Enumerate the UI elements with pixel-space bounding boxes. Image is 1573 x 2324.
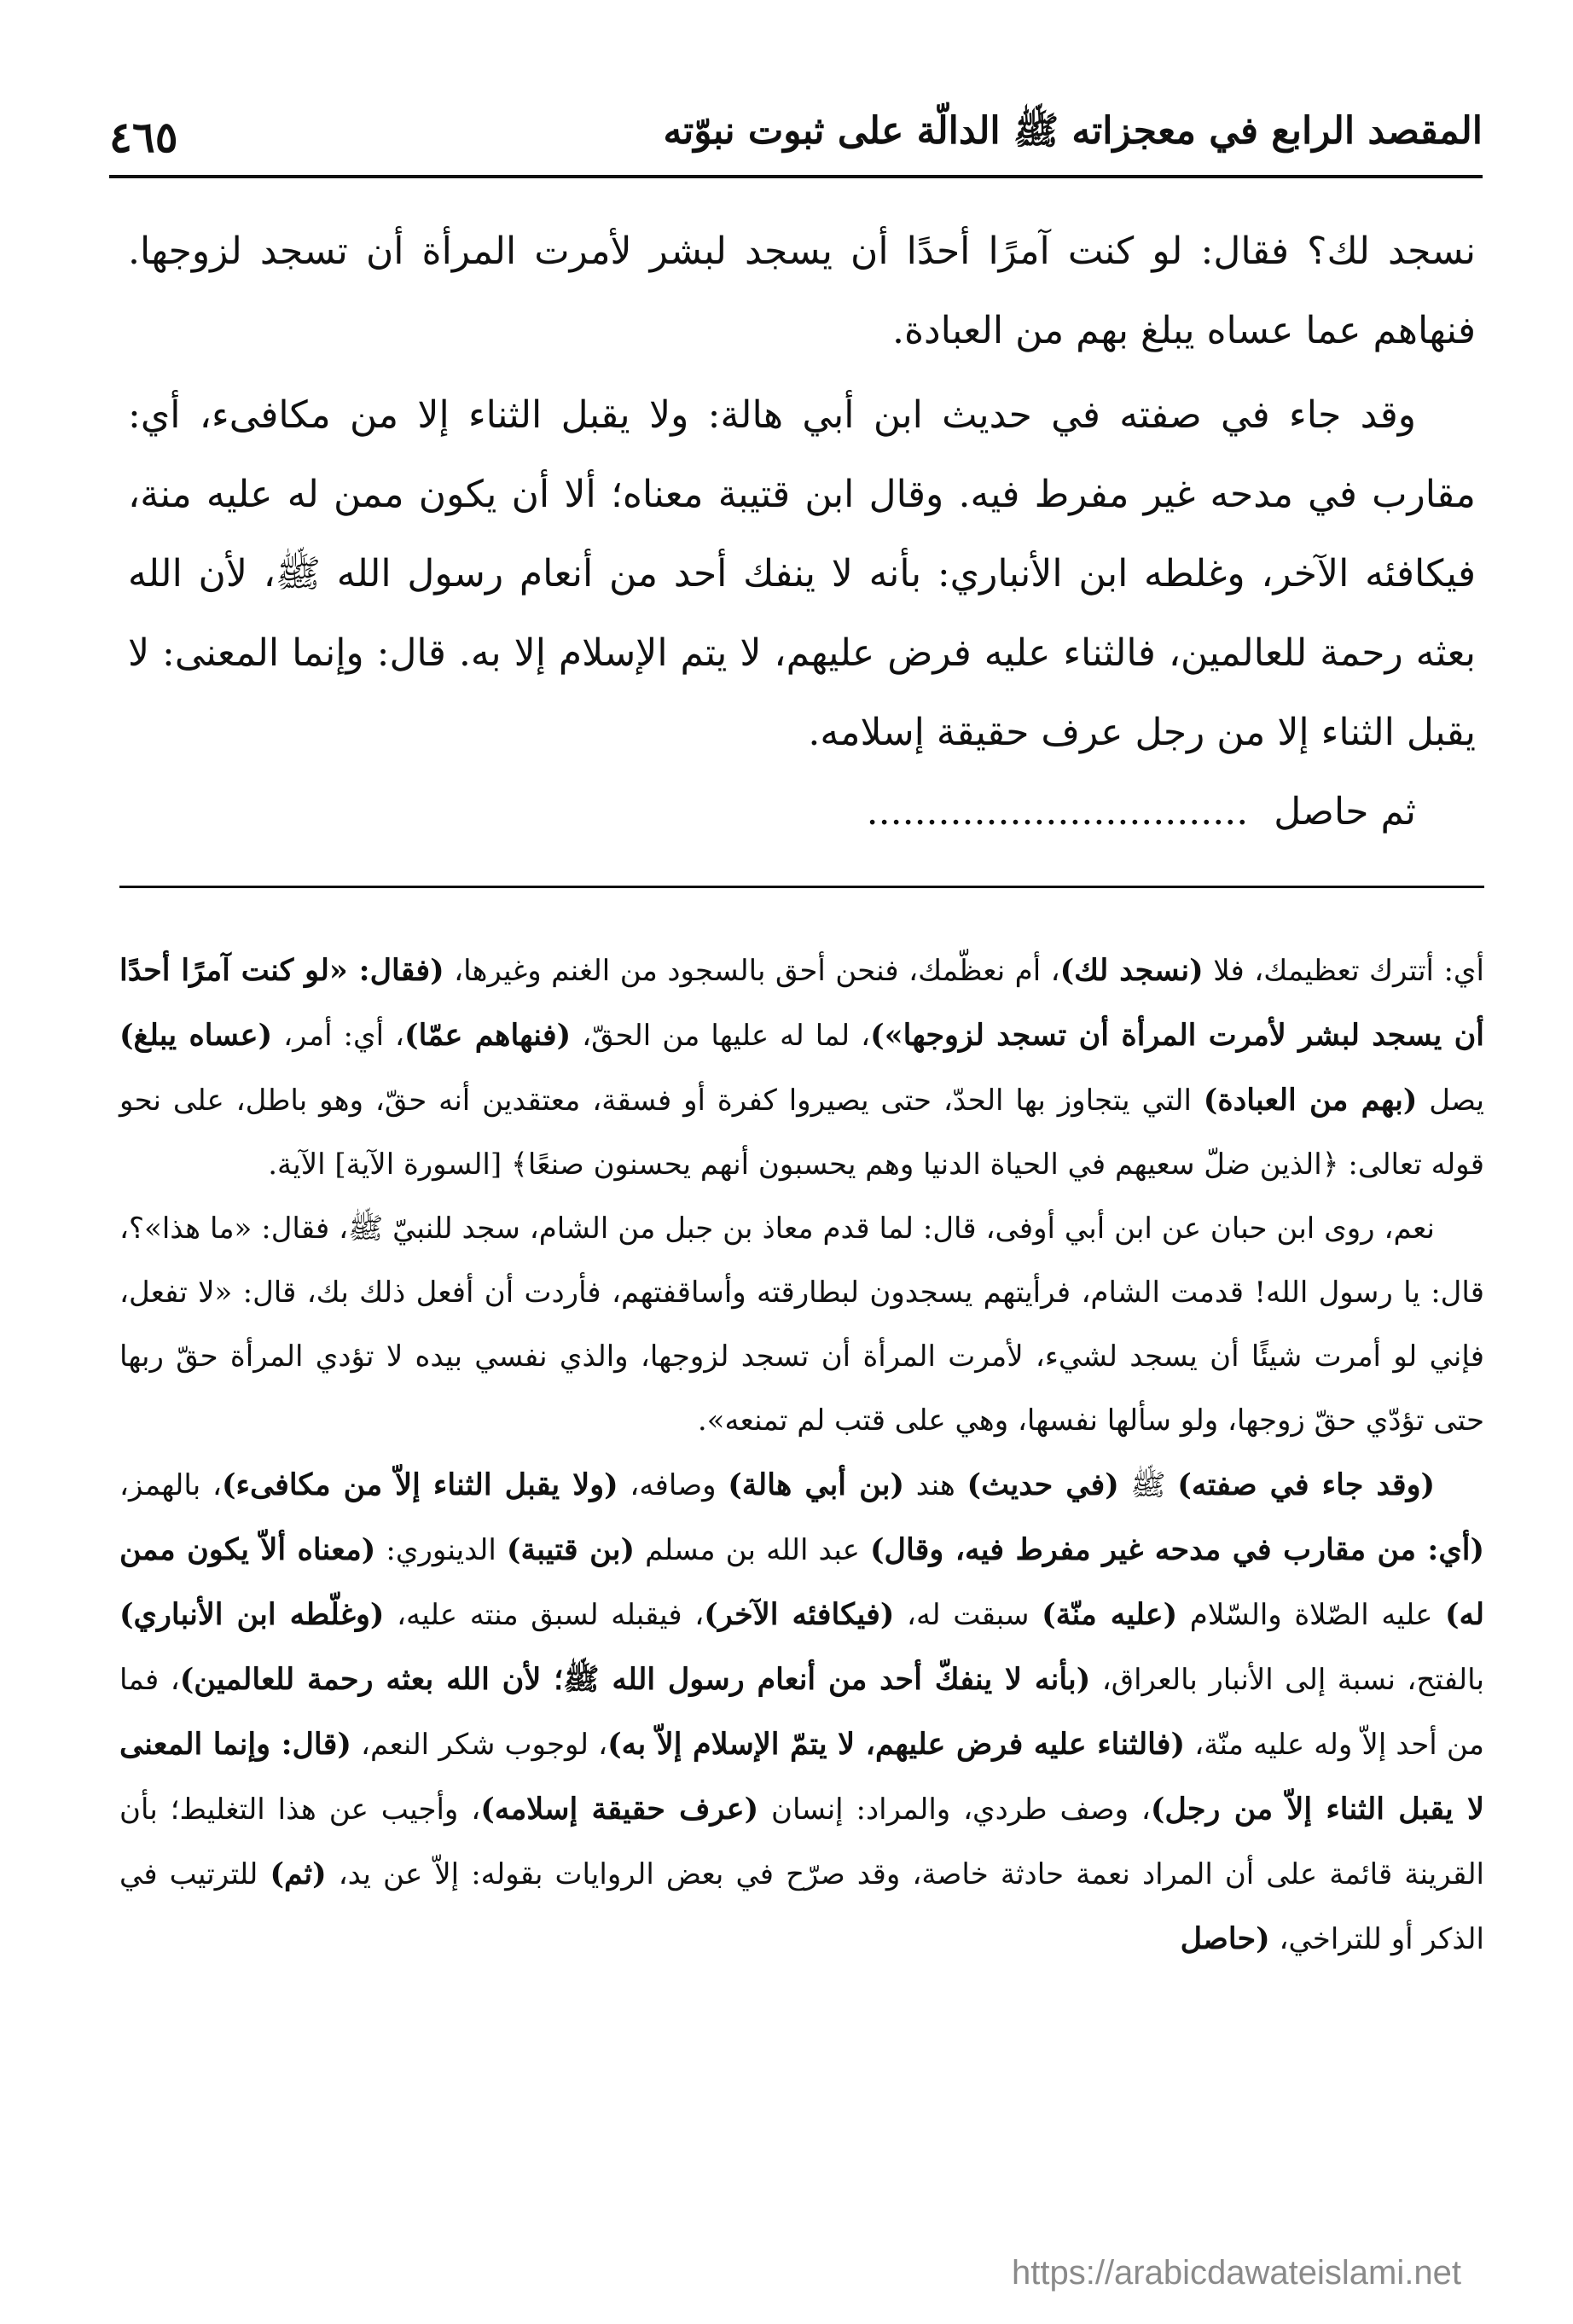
commentary-text: ، أي: أمر، bbox=[272, 1019, 405, 1053]
emphasized-quote: (وقد جاء في صفته) bbox=[1177, 1467, 1436, 1502]
commentary-text: هند bbox=[904, 1468, 967, 1502]
emphasized-quote: (عليه منّة) bbox=[1042, 1597, 1178, 1632]
emphasized-quote: (أي: من مقارب في مدحه غير مفرط فيه، وقال) bbox=[869, 1532, 1485, 1567]
section-divider bbox=[119, 886, 1484, 888]
watermark-url: https://arabicdawateislami.net bbox=[1012, 2254, 1461, 2292]
emphasized-quote: (عرف حقيقة إسلامه) bbox=[480, 1792, 759, 1827]
running-title: المقصد الرابع في معجزاته ﷺ الدالّة على ثبوت نبوّته bbox=[663, 109, 1483, 153]
commentary-text: ، أم نعظّمك، فنحن أحق بالسجود من الغنم وغيرها، bbox=[444, 954, 1060, 988]
commentary-text: ، فما من أحد إلاّ وله عليه منّة، bbox=[119, 1663, 1484, 1762]
emphasized-quote: (بأنه لا ينفكّ أحد من أنعام رسول الله ﷺ؛ لأن الله بعثه رحمة للعالمين) bbox=[179, 1662, 1091, 1697]
emphasized-quote: (بهم من العبادة) bbox=[1203, 1083, 1418, 1118]
emphasized-quote: (فالثناء عليه فرض عليهم، لا يتمّ الإسلام إلاّ به) bbox=[607, 1727, 1186, 1762]
commentary-paragraph-3 bbox=[119, 1453, 1484, 1972]
commentary-text: وصافه، bbox=[618, 1468, 728, 1502]
emphasized-quote: (ثم) bbox=[270, 1856, 327, 1891]
main-paragraph-3 bbox=[128, 772, 1476, 851]
emphasized-quote: (في حديث) bbox=[966, 1467, 1119, 1502]
main-paragraph-3-text: ثم حاصل bbox=[1274, 790, 1416, 834]
commentary-text: يصل bbox=[1417, 1084, 1484, 1118]
emphasized-quote: (بن أبي هالة) bbox=[728, 1467, 905, 1502]
commentary-text: ، لوجوب شكر النعم، bbox=[351, 1728, 608, 1762]
emphasized-quote: (وغلّطه ابن الأنباري) bbox=[119, 1597, 385, 1632]
emphasized-quote: (معناه ألاّ يكون ممن له) bbox=[119, 1532, 1484, 1632]
main-paragraph-2: وقد جاء في صفته في حديث ابن أبي هالة: ولا يقبل الثناء إلا من مكافىء، أي: مقارب في مدحه غير مفرط فيه. وقال ابن قتيبة معناه؛ ألا أن يكون ممن له عليه منة، فيكافئه الآخر، وغلطه ابن الأنباري: بأنه لا ينفك أحد من أنعام رسول الله ﷺ، لأن الله بعثه رحمة للعالمين، فالثناء عليه فرض عليهم، لا يتم الإسلام إلا به. قال: وإنما المعنى: لا يقبل الثناء إلا من رجل عرف حقيقة إسلامه. bbox=[128, 393, 1477, 754]
continuation-dots: ................................ bbox=[866, 790, 1249, 834]
commentary-text: عليه الصّلاة والسّلام bbox=[1177, 1598, 1445, 1632]
page-header bbox=[109, 94, 1483, 162]
emphasized-quote: (قال: وإنما المعنى لا يقبل الثناء إلاّ من رجل) bbox=[119, 1727, 1484, 1827]
commentary-text: للترتيب في الذكر أو للتراخي، bbox=[119, 1857, 1484, 1956]
commentary-paragraph-1 bbox=[119, 938, 1484, 1197]
commentary-text: ، وأجيب عن هذا التغليط؛ بأن القرينة قائمة على أن المراد نعمة حادثة خاصة، وقد صرّح في بعض الروايات بقوله: إلاّ عن يد، bbox=[119, 1792, 1485, 1891]
emphasized-quote: (حاصل bbox=[1180, 1921, 1270, 1956]
emphasized-quote: (فيكافئه الآخر) bbox=[704, 1597, 895, 1632]
commentary-text: بالفتح، نسبة إلى الأنبار بالعراق، bbox=[1090, 1663, 1484, 1697]
emphasized-quote: (ولا يقبل الثناء إلاّ من مكافىء) bbox=[221, 1467, 618, 1502]
commentary-paragraph-2: نعم، روى ابن حبان عن ابن أبي أوفى، قال: لما قدم معاذ بن جبل من الشام، سجد للنبيّ ﷺ، فقال: «ما هذا»؟، قال: يا رسول الله! قدمت الشام، فرأيتهم يسجدون لبطارقته وأساقفتهم، فأردت أن أفعل ذلك بك، قال: «لا تفعل، فإني لو أمرت شيئًا أن يسجد لشيء، لأمرت المرأة أن تسجد لزوجها، والذي نفسي بيده لا تؤدي المرأة حقّ ربها حتى تؤدّي حقّ زوجها، ولو سألها نفسها، وهي على قتب لم تمنعه». bbox=[119, 1211, 1484, 1438]
emphasized-quote: (فنهاهم عمّا) bbox=[404, 1018, 572, 1053]
page-number: ٤٦٥ bbox=[109, 112, 178, 162]
emphasized-quote: (عساه يبلغ) bbox=[119, 1018, 273, 1053]
commentary-text: ، وصف طردي، والمراد: إنسان bbox=[758, 1792, 1151, 1827]
emphasized-quote: (نسجد لك) bbox=[1059, 953, 1204, 988]
main-text bbox=[128, 212, 1476, 851]
commentary-text: عبد الله بن مسلم bbox=[635, 1533, 870, 1567]
commentary-text: التي يتجاوز بها الحدّ، حتى يصيروا كفرة أو فسقة، معتقدين أنه حقّ، وهو باطل، على نحو قوله تعالى: ﴿الذين ضلّ سعيهم في الحياة الدنيا وهم يحسبون أنهم يحسنون صنعًا﴾ [السورة الآية] الآية. bbox=[119, 1084, 1484, 1182]
commentary-text: أي: أتترك تعظيمك، فلا bbox=[1203, 954, 1484, 988]
commentary bbox=[119, 938, 1484, 1972]
main-paragraph-1: نسجد لك؟ فقال: لو كنت آمرًا أحدًا أن يسجد لبشر لأمرت المرأة أن تسجد لزوجها. فنهاهم عما عساه يبلغ بهم من العبادة. bbox=[128, 229, 1476, 352]
commentary-text: ، فيقبله لسبق منته عليه، bbox=[384, 1598, 705, 1632]
commentary-text: سبقت له، bbox=[894, 1598, 1042, 1632]
commentary-text: ، لما له عليها من الحقّ، bbox=[571, 1019, 871, 1053]
header-rule bbox=[109, 175, 1483, 178]
emphasized-quote: (فقال: «لو كنت آمرًا أحدًا أن يسجد لبشر لأمرت المرأة أن تسجد لزوجها») bbox=[119, 953, 1484, 1053]
commentary-text: الدينوري: bbox=[375, 1533, 507, 1567]
emphasized-quote: (بن قتيبة) bbox=[506, 1532, 636, 1567]
commentary-text: ، بالهمز، bbox=[119, 1468, 222, 1502]
commentary-text: ﷺ bbox=[1118, 1468, 1178, 1502]
